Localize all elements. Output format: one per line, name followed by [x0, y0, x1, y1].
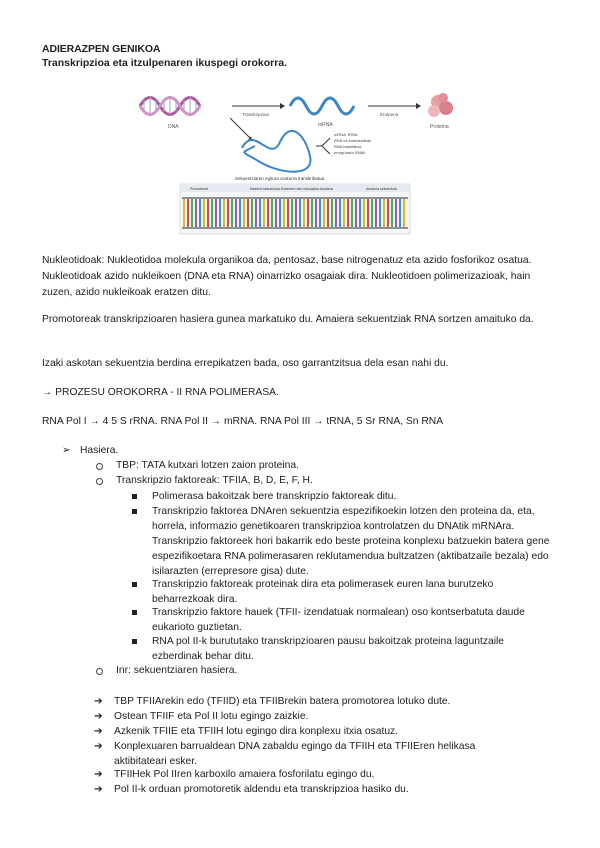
arrow-bullet-icon: ➔ — [94, 711, 103, 722]
page-title: ADIERAZPEN GENIKOA — [42, 43, 161, 55]
square-bullet-icon — [132, 582, 137, 587]
dna-label: DNA — [168, 124, 179, 130]
circle-bullet-icon — [96, 668, 103, 675]
strip-mid-label: Hasiera sekuentzia Kodetzen den eskualdea Amaiera — [250, 187, 334, 191]
protein-icon — [428, 93, 453, 117]
tf-head-text: Transkripzio faktoreak: TFIIA, B, D, E, F, H. — [116, 475, 313, 486]
step-item-4: ➔ Konplexuaren barrualdean DNA zabaldu egingo da TFIIH eta TFIIEren helikasa aktibitateari esker. — [94, 741, 476, 767]
strip-title: Sekuentziaren egitura orokorra transkribatua — [235, 176, 325, 181]
step-item-2: ➔ Ostean TFIIF eta Pol II lotu egingo zaizkie. — [94, 711, 309, 722]
step-item-5: ➔ TFIIHek Pol IIren karboxilo amaiera fosforilatu egingo du. — [94, 769, 375, 780]
list-item-inr — [96, 665, 237, 676]
page-subtitle: Transkripzioa eta itzulpenaren ikuspegi orokorra. — [42, 57, 288, 69]
rna-type-4: erregulazio RNAk — [334, 150, 366, 155]
paragraph-rna-pol: RNA Pol I → 4 5 S rRNA. RNA Pol II → mRNA. RNA Pol III → tRNA, 5 Sr RNA, Sn RNA — [42, 416, 444, 427]
square-bullet-icon — [132, 610, 137, 615]
paragraph-izaki: Izaki askotan sekuentzia berdina errepikatzen bada, oso garrantzitsua dela esan nahi du. — [42, 358, 449, 369]
paragraph-promotoreak: Promotoreak transkripzioaren hasiera gunea markatuko du. Amaiera sekuentziak RNA sortzen amaituko da. — [42, 314, 534, 325]
step-item-1: ➔ TBP TFIIArekin edo (TFIID) eta TFIIBrekin batera promotorea lotuko dute. — [94, 696, 451, 707]
dna-helix-icon — [140, 96, 200, 116]
tf-item-5: RNA pol II-k burututako transkripzioaren pausu bakoitzak proteina laguntzaile ezberdinak behar ditu. — [132, 634, 552, 664]
hasiera-label: Hasiera. — [80, 445, 119, 456]
square-bullet-icon — [132, 494, 137, 499]
circle-bullet-icon — [96, 463, 103, 470]
list-item-hasiera — [62, 444, 118, 456]
arrow-down-icon — [230, 118, 250, 138]
strip-right-label: Amaiera sekuentzia — [366, 187, 397, 191]
arrow-bullet-icon: ➔ — [94, 741, 103, 752]
mrna-label: mRNA — [318, 122, 333, 128]
translation-label: Itzulpena — [380, 112, 399, 117]
step-item-3: ➔ Azkenik TFIIE eta TFIIH lotu egingo dira konplexu itxia osatuz. — [94, 726, 399, 737]
list-item-tbp — [96, 460, 299, 471]
paragraph-nukleotidoak: Nukleotidoak: Nukleotidoa molekula organikoa da, pentosaz, base nitrogenatuz eta azido fosforikoz osatua. Nukleotidoak azido nukleikoen (DNA eta RNA) oinarrizko osagaiak dira. Nukleotidoen polimerizazioak, hain zuzen, azido nukleikoak eratzen ditu. — [42, 255, 532, 298]
square-bullet-icon — [132, 509, 137, 514]
tf-item-3: Transkripzio faktoreak proteinak dira eta polimerasek euren lana burutzeko beharrezkoak dira. — [132, 577, 552, 607]
circle-bullet-icon — [96, 478, 103, 485]
rna-tangle-icon — [242, 131, 310, 172]
tf-item-2: Transkripzio faktorea DNAren sekuentzia espezifikoekin lotzen den proteina da, eta, horrela, informazio genetikoaren transkripzioa kontrolatzen du DNAtik mRNAra. Transkripzio faktoreek hori bakarrik edo beste proteina konplexu batzuekin batera gene espezifikoetara RNA polimerasaren reklutamendua bultzatzen (aktibatzaile bezala) edo isilarazten (errepresore gisa) dute. — [132, 504, 552, 579]
protein-label: Proteina — [430, 124, 449, 130]
rna-type-1: mRNA, tRNA — [334, 132, 358, 137]
inr-text: Inr: sekuentziaren hasiera. — [116, 665, 238, 676]
tf-item-1: Polimerasa bakoitzak bere transkripzio faktoreak ditu. — [132, 489, 552, 504]
rna-type-2: RNA ez-kodetzaileak — [334, 138, 372, 143]
paragraph-prozesu: → PROZESU OROKORRA - II RNA POLIMERASA. — [42, 387, 279, 398]
gene-expression-figure — [130, 84, 470, 244]
arrow-bullet-icon: ➔ — [94, 726, 103, 737]
gene-expression-diagram — [130, 84, 470, 244]
arrow-bullet-icon: ➔ — [94, 769, 103, 780]
square-bullet-icon — [132, 639, 137, 644]
mrna-strand-icon — [290, 98, 354, 114]
tbp-text: TBP: TATA kutxari lotzen zaion proteina. — [116, 460, 299, 471]
step-item-6: ➔ Pol II-k orduan promotoretik aldendu eta transkripzioa hasiko du. — [94, 784, 409, 795]
strip-left-label: Promotorea — [190, 187, 209, 191]
arrowhead-bullet-icon: ➢ — [62, 445, 71, 456]
arrow-bullet-icon: ➔ — [94, 784, 103, 795]
transcription-label: Transkripzioa — [242, 112, 269, 117]
arrow-bullet-icon: ➔ — [94, 696, 103, 707]
tf-item-4: Transkripzio faktore hauek (TFII- izendatuak normalean) oso kontserbatuta daude eukarioto guztietan. — [132, 605, 552, 635]
list-item-tf — [96, 475, 313, 486]
rna-type-3: RNA katalitikoa — [334, 144, 362, 149]
